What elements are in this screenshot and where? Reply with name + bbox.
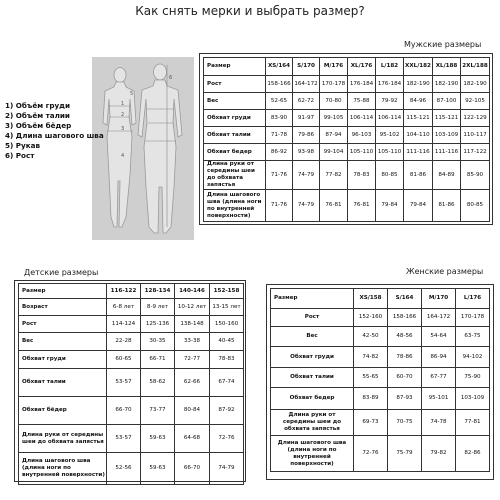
table-cell: 74-82	[354, 347, 388, 368]
table-cell: 67-77	[422, 368, 456, 388]
size-header-cell: S/170	[293, 58, 320, 76]
table-cell: 40-45	[210, 333, 244, 351]
table-cell: 80-84	[175, 397, 210, 425]
marker-2: 2	[121, 112, 125, 118]
table-cell: 78-83	[210, 351, 244, 369]
table-cell: 76-81	[348, 190, 376, 222]
table-cell: 72-76	[210, 425, 244, 453]
row-label: Обхват груди	[19, 351, 107, 369]
table-cell: 150-160	[210, 316, 244, 333]
table-cell: 60-70	[388, 368, 422, 388]
table-cell: 60-65	[107, 351, 141, 369]
marker-6: 6	[169, 75, 173, 81]
table-cell: 104-110	[404, 127, 433, 144]
table-cell: 111-116	[433, 144, 461, 161]
row-label: Длина руки от середины шеи до обхвата запястья	[19, 425, 107, 453]
legend-item: 1) Объём груди	[5, 101, 70, 110]
table-cell: 87-93	[388, 388, 422, 410]
table-cell: 111-116	[404, 144, 433, 161]
table-cell: 92-105	[461, 93, 490, 110]
table-row	[19, 333, 244, 351]
table-row	[271, 388, 490, 410]
table-cell: 125-136	[141, 316, 175, 333]
table-cell: 58-62	[141, 369, 175, 397]
table-cell: 96-103	[348, 127, 376, 144]
table-cell: 158-166	[266, 76, 293, 93]
table-cell: 69-73	[354, 410, 388, 436]
table-cell: 99-104	[320, 144, 348, 161]
table-cell: 42-50	[354, 327, 388, 347]
table-cell: 182-190	[461, 76, 490, 93]
table-row	[19, 369, 244, 397]
row-label: Рост	[19, 316, 107, 333]
table-cell: 79-86	[293, 127, 320, 144]
table-row	[204, 93, 490, 110]
table-row	[19, 397, 244, 425]
table-cell: 106-114	[348, 110, 376, 127]
table-cell: 48-56	[388, 327, 422, 347]
table-cell: 83-89	[354, 388, 388, 410]
table-row	[19, 351, 244, 369]
table-cell: 70-80	[320, 93, 348, 110]
size-header-cell: S/164	[388, 289, 422, 309]
table-row	[271, 347, 490, 368]
size-header-cell: XL/176	[348, 58, 376, 76]
row-label: Вес	[19, 333, 107, 351]
size-header-cell: XXL/182	[404, 58, 433, 76]
table-cell: 86-92	[266, 144, 293, 161]
table-cell: 80-85	[461, 190, 490, 222]
table-cell: 53-57	[107, 369, 141, 397]
table-cell: 74-79	[293, 190, 320, 222]
size-header-cell: 152-158	[210, 284, 244, 299]
table-cell: 79-84	[376, 190, 404, 222]
table-row	[271, 327, 490, 347]
table-cell: 54-64	[422, 327, 456, 347]
table-cell: 79-92	[376, 93, 404, 110]
size-header-cell: L/182	[376, 58, 404, 76]
table-cell: 22-28	[107, 333, 141, 351]
size-header-cell: 140-146	[175, 284, 210, 299]
table-row	[204, 161, 490, 190]
table-cell: 138-148	[175, 316, 210, 333]
row-label: Рост	[204, 76, 266, 93]
size-header-label: Размер	[271, 289, 354, 309]
men-header-row	[204, 58, 490, 76]
row-label: Обхват талии	[271, 368, 354, 388]
table-row	[19, 316, 244, 333]
table-cell: 79-84	[404, 190, 433, 222]
table-cell: 84-96	[404, 93, 433, 110]
table-cell: 13-15 лет	[210, 299, 244, 316]
table-cell: 95-102	[376, 127, 404, 144]
row-label: Обхват бедер	[204, 144, 266, 161]
row-label: Обхват бёдер	[19, 397, 107, 425]
size-header-cell: 2XL/188	[461, 58, 490, 76]
kids-header-row	[19, 284, 244, 299]
table-cell: 73-77	[141, 397, 175, 425]
table-cell: 64-68	[175, 425, 210, 453]
table-cell: 86-94	[422, 347, 456, 368]
table-cell: 94-102	[456, 347, 490, 368]
table-cell: 71-76	[266, 161, 293, 190]
table-cell: 93-98	[293, 144, 320, 161]
size-header-cell: 128-134	[141, 284, 175, 299]
measurement-legend	[5, 101, 104, 161]
table-cell: 30-35	[141, 333, 175, 351]
table-cell: 53-57	[107, 425, 141, 453]
table-cell: 158-166	[388, 309, 422, 327]
row-label: Обхват талии	[204, 127, 266, 144]
table-cell: 105-110	[348, 144, 376, 161]
table-cell: 170-178	[320, 76, 348, 93]
table-cell: 81-86	[433, 190, 461, 222]
row-label: Возраст	[19, 299, 107, 316]
table-cell: 78-83	[348, 161, 376, 190]
table-cell: 95-101	[422, 388, 456, 410]
legend-item: 6) Рост	[5, 151, 35, 160]
table-cell: 70-75	[388, 410, 422, 436]
table-cell: 76-81	[320, 190, 348, 222]
size-header-cell: 116-122	[107, 284, 141, 299]
marker-5: 5	[130, 91, 134, 97]
table-cell: 79-82	[422, 436, 456, 472]
size-header-cell: L/176	[456, 289, 490, 309]
table-cell: 82-86	[456, 436, 490, 472]
table-cell: 59-63	[141, 425, 175, 453]
table-cell: 66-70	[107, 397, 141, 425]
row-label: Вес	[271, 327, 354, 347]
table-cell: 80-85	[376, 161, 404, 190]
legend-item: 4) Длина шагового шва	[5, 131, 104, 140]
table-cell: 67-74	[210, 369, 244, 397]
table-cell: 33-38	[175, 333, 210, 351]
size-header-cell: M/170	[422, 289, 456, 309]
table-cell: 74-79	[210, 453, 244, 485]
table-cell: 87-94	[320, 127, 348, 144]
table-cell: 55-65	[354, 368, 388, 388]
table-row	[204, 76, 490, 93]
marker-1: 1	[121, 101, 125, 107]
kids-sizes-title: Детские размеры	[24, 268, 99, 277]
women-header-row	[271, 289, 490, 309]
body-measurement-figure	[92, 57, 194, 240]
table-row	[204, 127, 490, 144]
table-cell: 176-184	[348, 76, 376, 93]
table-cell: 115-121	[404, 110, 433, 127]
table-cell: 176-184	[376, 76, 404, 93]
table-cell: 164-172	[293, 76, 320, 93]
table-cell: 59-63	[141, 453, 175, 485]
kids-size-table	[18, 283, 244, 485]
table-cell: 87-92	[210, 397, 244, 425]
row-label: Обхват груди	[271, 347, 354, 368]
row-label: Рост	[271, 309, 354, 327]
table-cell: 91-97	[293, 110, 320, 127]
table-cell: 85-90	[461, 161, 490, 190]
table-cell: 62-72	[293, 93, 320, 110]
table-cell: 6-8 лет	[107, 299, 141, 316]
table-cell: 81-86	[404, 161, 433, 190]
table-cell: 110-117	[461, 127, 490, 144]
table-cell: 75-88	[348, 93, 376, 110]
table-cell: 66-70	[175, 453, 210, 485]
table-cell: 71-78	[266, 127, 293, 144]
table-cell: 74-78	[422, 410, 456, 436]
row-label: Обхват бедер	[271, 388, 354, 410]
table-cell: 66-71	[141, 351, 175, 369]
table-cell: 164-172	[422, 309, 456, 327]
table-cell: 114-124	[107, 316, 141, 333]
table-cell: 122-129	[461, 110, 490, 127]
row-label: Вес	[204, 93, 266, 110]
table-cell: 72-76	[354, 436, 388, 472]
table-row	[204, 190, 490, 222]
legend-item: 5) Рукав	[5, 141, 41, 150]
women-sizes-title: Женские размеры	[406, 267, 484, 276]
row-label: Длина шагового шва (длина ноги по внутренней поверхности)	[19, 453, 107, 485]
table-cell: 72-77	[175, 351, 210, 369]
table-cell: 170-178	[456, 309, 490, 327]
table-cell: 115-121	[433, 110, 461, 127]
table-cell: 52-65	[266, 93, 293, 110]
table-row	[204, 144, 490, 161]
table-cell: 87-100	[433, 93, 461, 110]
marker-4: 4	[121, 153, 125, 159]
row-label: Обхват груди	[204, 110, 266, 127]
table-cell: 83-90	[266, 110, 293, 127]
table-cell: 75-90	[456, 368, 490, 388]
row-label: Длина руки от середины шеи до обхвата запястья	[271, 410, 354, 436]
table-row	[19, 299, 244, 316]
table-cell: 182-190	[404, 76, 433, 93]
table-cell: 77-81	[456, 410, 490, 436]
men-size-table	[203, 57, 490, 222]
silhouettes-illustration	[92, 57, 194, 240]
table-cell: 106-114	[376, 110, 404, 127]
table-cell: 152-160	[354, 309, 388, 327]
size-header-cell: XL/188	[433, 58, 461, 76]
row-label: Обхват талии	[19, 369, 107, 397]
men-sizes-title: Мужские размеры	[404, 40, 482, 49]
table-cell: 182-190	[433, 76, 461, 93]
table-cell: 71-76	[266, 190, 293, 222]
table-cell: 78-86	[388, 347, 422, 368]
table-cell: 10-12 лет	[175, 299, 210, 316]
size-header-label: Размер	[204, 58, 266, 76]
table-row	[19, 425, 244, 453]
table-cell: 103-109	[433, 127, 461, 144]
table-cell: 84-89	[433, 161, 461, 190]
table-cell: 103-109	[456, 388, 490, 410]
marker-3: 3	[121, 126, 125, 132]
table-row	[19, 453, 244, 485]
table-cell: 62-66	[175, 369, 210, 397]
table-cell: 117-122	[461, 144, 490, 161]
table-row	[204, 110, 490, 127]
size-header-label: Размер	[19, 284, 107, 299]
size-header-cell: M/176	[320, 58, 348, 76]
table-cell: 77-82	[320, 161, 348, 190]
table-cell: 63-75	[456, 327, 490, 347]
table-cell: 105-110	[376, 144, 404, 161]
page-title: Как снять мерки и выбрать размер?	[135, 4, 365, 18]
row-label: Длина шагового шва (длина ноги по внутренней поверхности)	[204, 190, 266, 222]
table-cell: 8-9 лет	[141, 299, 175, 316]
legend-item: 3) Объём бёдер	[5, 121, 72, 130]
table-cell: 52-56	[107, 453, 141, 485]
table-row	[271, 436, 490, 472]
table-cell: 74-79	[293, 161, 320, 190]
table-cell: 99-105	[320, 110, 348, 127]
table-row	[271, 410, 490, 436]
size-header-cell: XS/158	[354, 289, 388, 309]
table-row	[271, 368, 490, 388]
women-size-table	[270, 288, 490, 472]
size-header-cell: XS/164	[266, 58, 293, 76]
legend-item: 2) Объём талии	[5, 111, 70, 120]
row-label: Длина шагового шва (длина ноги по внутренней поверхности)	[271, 436, 354, 472]
table-row	[271, 309, 490, 327]
table-cell: 75-79	[388, 436, 422, 472]
row-label: Длина руки от середины шеи до обхвата запястья	[204, 161, 266, 190]
